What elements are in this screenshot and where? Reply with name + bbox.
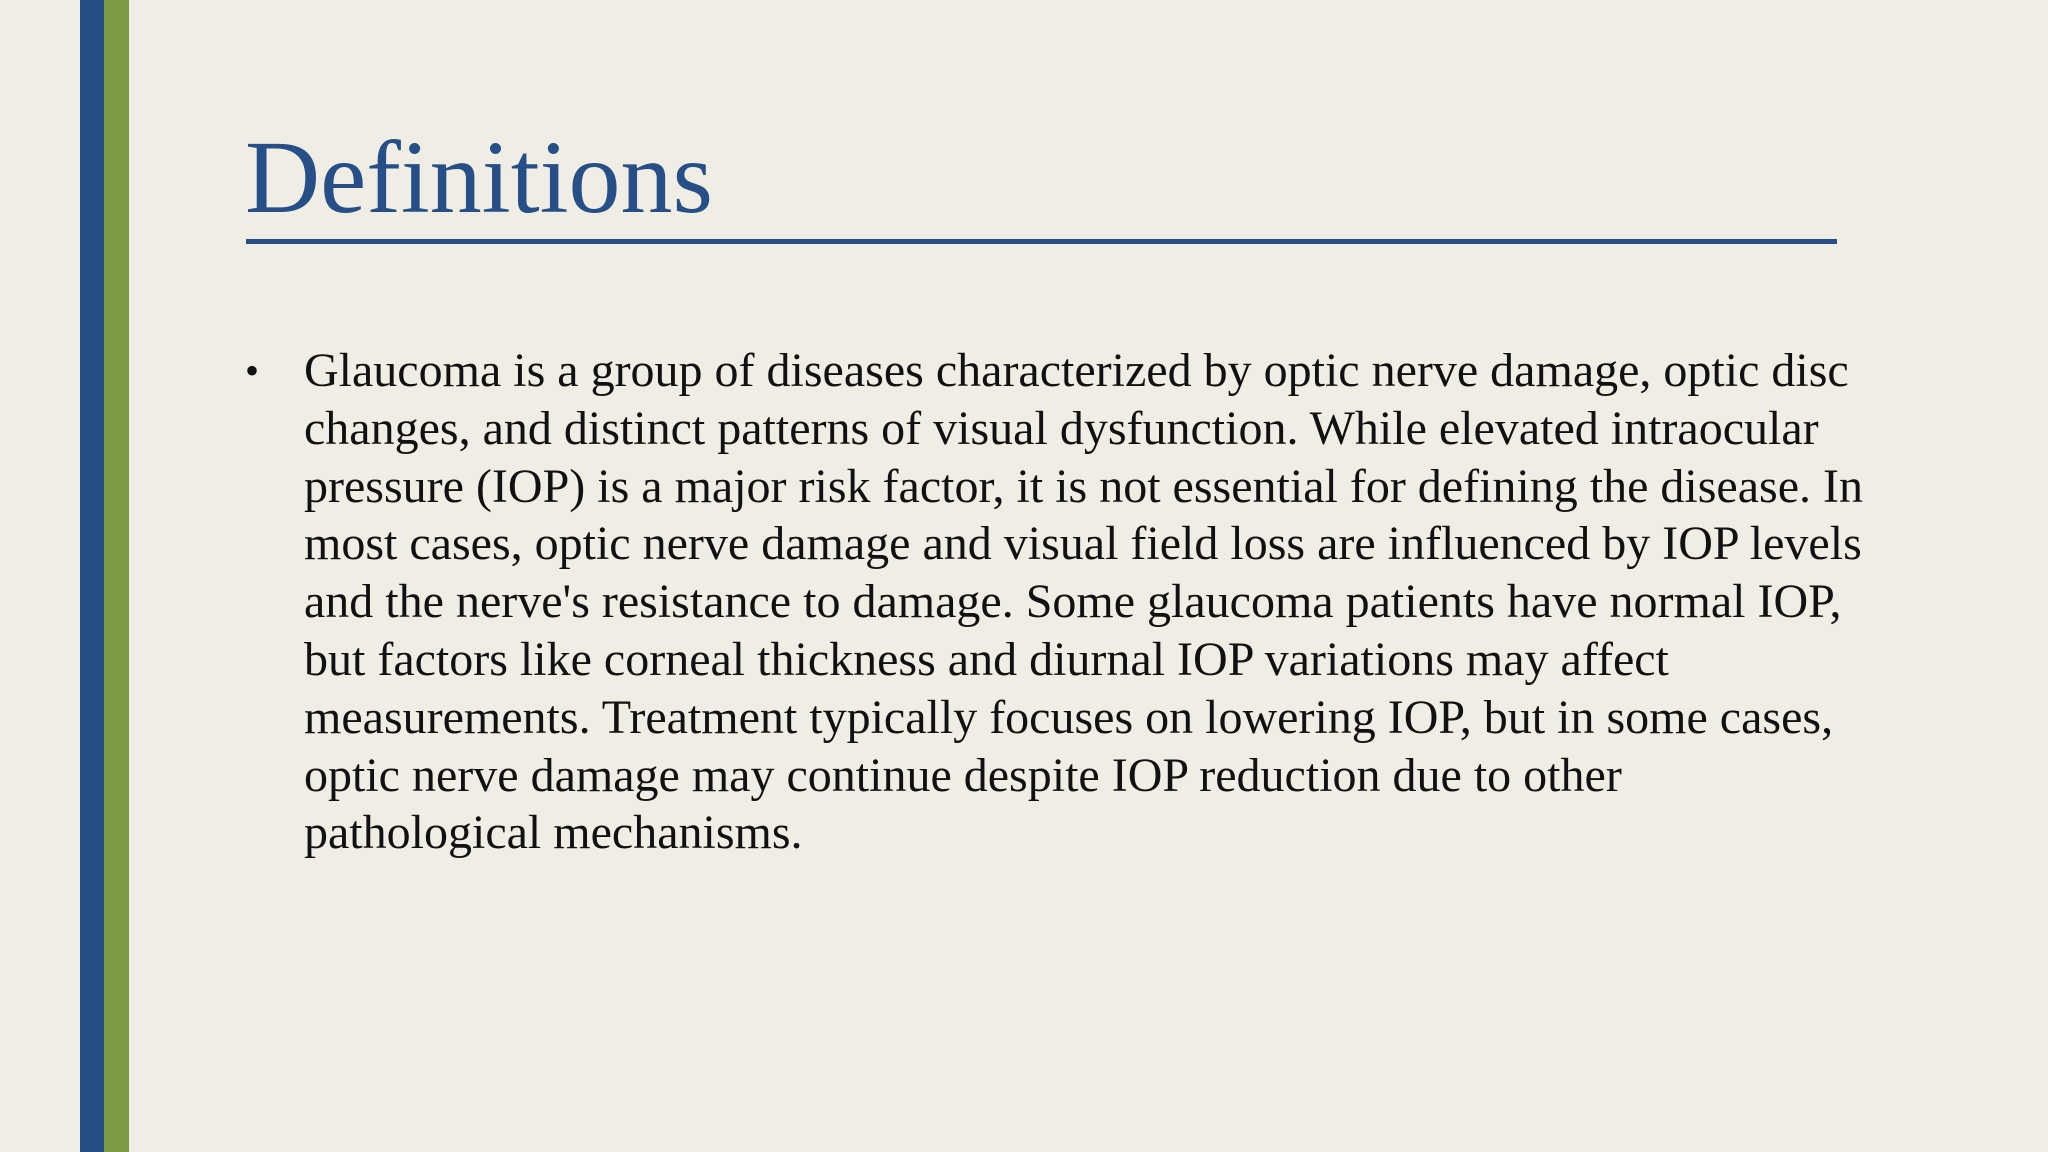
left-accent-bar-green xyxy=(104,0,129,1152)
bullet-list xyxy=(245,342,1865,862)
slide-title: Definitions xyxy=(245,120,713,235)
bullet-marker-icon: • xyxy=(245,348,260,393)
bullet-item xyxy=(245,342,1865,862)
bullet-text: Glaucoma is a group of diseases characterized by optic nerve damage, optic disc changes, and distinct patterns of visual dysfunction. While elevated intraocular pressure (IOP) is a major risk factor, it is not essential for defining the disease. In most cases, optic nerve damage and visual field loss are influenced by IOP levels and the nerve's resistance to damage. Some glaucoma patients have normal IOP, but factors like corneal thickness and diurnal IOP variations may affect measurements. Treatment typically focuses on lowering IOP, but in some cases, optic nerve damage may continue despite IOP reduction due to other pathological mechanisms. xyxy=(304,344,1863,860)
left-accent-bar-blue xyxy=(80,0,104,1152)
title-underline xyxy=(246,239,1837,244)
